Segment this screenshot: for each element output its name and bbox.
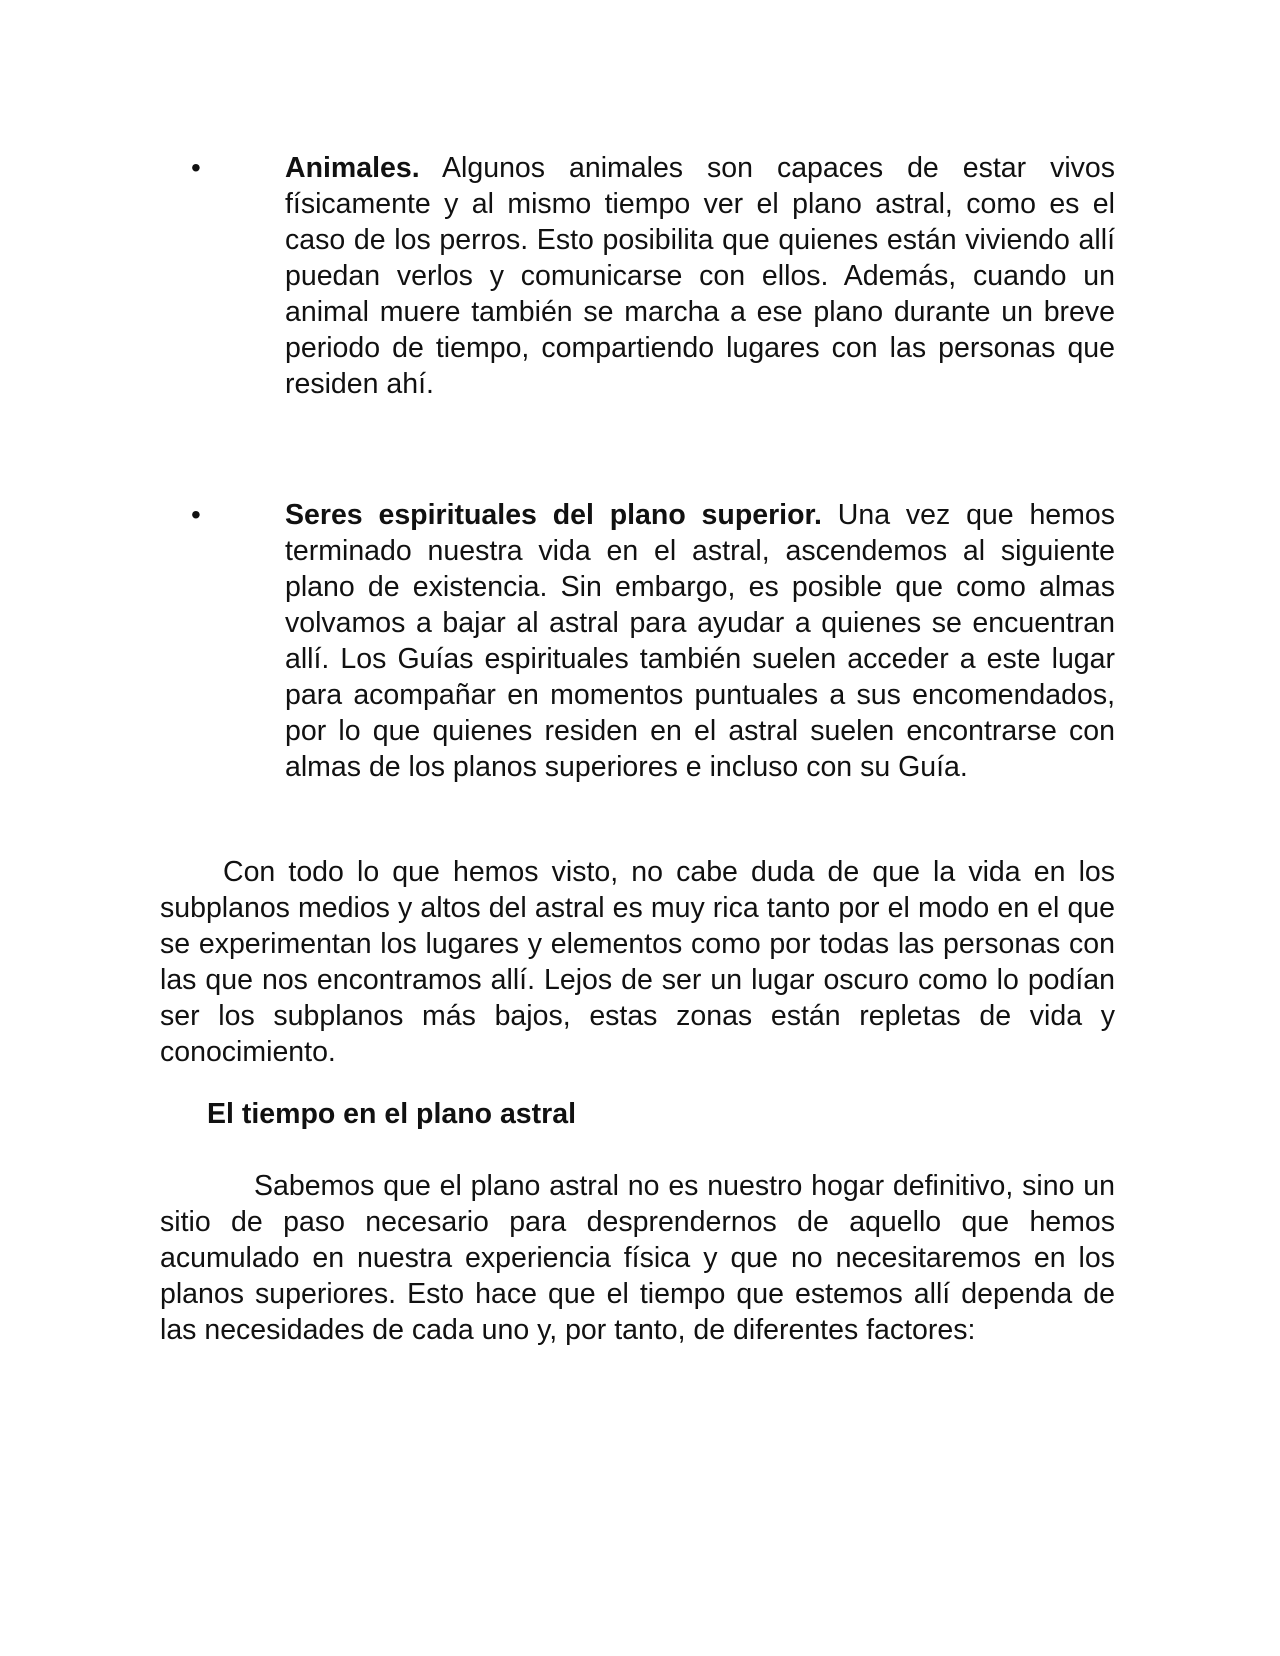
bullet-item-seres-espirituales — [285, 497, 1115, 785]
bullet-marker: • — [191, 152, 201, 183]
bullet-item-animales — [285, 150, 1115, 402]
paragraph-tiempo: Sabemos que el plano astral no es nuestro hogar definitivo, sino un sitio de paso necesario para desprendernos de aquello que hemos acumulado en nuestra experiencia física y que no necesitaremos en los planos superiores. Esto hace que el tiempo que estemos allí dependa de las necesidades de cada uno y, por tanto, de diferentes factores: — [160, 1170, 1115, 1346]
bullet-text: Algunos animales son capaces de estar vivos físicamente y al mismo tiempo ver el plano astral, como es el caso de los perros. Esto posibilita que quienes están viviendo allí puedan verlos y comunicarse con ellos. Además, cuando un animal muere también se marcha a ese plano durante un breve periodo de tiempo, compartiendo lugares con las personas que residen ahí. — [285, 152, 1115, 400]
bullet-marker: • — [191, 499, 201, 530]
paragraph-conclusion: Con todo lo que hemos visto, no cabe duda de que la vida en los subplanos medios y altos del astral es muy rica tanto por el modo en el que se experimentan los lugares y elementos como por todas las personas con las que nos encontramos allí. Lejos de ser un lugar oscuro como lo podían ser los subplanos más bajos, estas zonas están repletas de vida y conocimiento. — [160, 856, 1115, 1068]
bullet-lead: Animales. — [285, 152, 420, 184]
bullet-text: Una vez que hemos terminado nuestra vida en el astral, ascendemos al siguiente plano de existencia. Sin embargo, es posible que como almas volvamos a bajar al astral para ayudar a quienes se encuentran allí. Los Guías espirituales también suelen acceder a este lugar para acompañar en momentos puntuales a sus encomendados, por lo que quienes residen en el astral suelen encontrarse con almas de los planos superiores e incluso con su Guía. — [285, 499, 1115, 783]
section-heading: El tiempo en el plano astral — [207, 1098, 577, 1130]
bullet-lead: Seres espirituales del plano superior. — [285, 499, 822, 531]
